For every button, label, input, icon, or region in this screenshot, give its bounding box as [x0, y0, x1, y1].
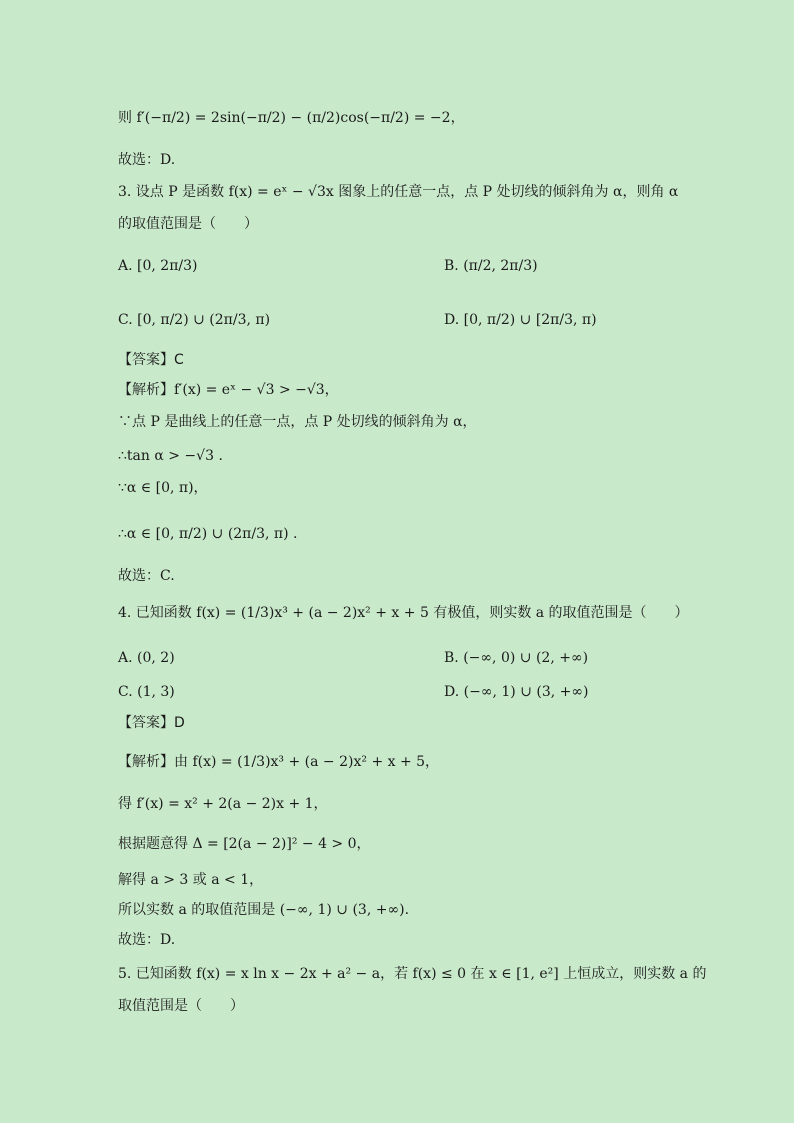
q4-analysis-1: 【解析】由 f(x) = (1/3)x³ + (a − 2)x² + x + 5，	[118, 754, 440, 770]
q4-answer: 【答案】D	[118, 715, 185, 731]
q4-option-b: B. (−∞, 0) ∪ (2, +∞)	[444, 650, 589, 666]
q4-analysis-2: 得 f′(x) = x² + 2(a − 2)x + 1，	[118, 796, 328, 812]
q3-option-c: C. [0, π/2) ∪ (2π/3, π)	[118, 312, 271, 328]
answer-choice-line: 故选：D.	[118, 152, 176, 168]
q3-option-b: B. (π/2, 2π/3)	[444, 258, 538, 274]
q3-option-a: A. [0, 2π/3)	[118, 258, 198, 274]
question-3-stem-cont: 的取值范围是（ ）	[118, 216, 258, 232]
question-3-stem: 3. 设点 P 是函数 f(x) = eˣ − √3x 图象上的任意一点，点 P 处切线的倾斜角为 α，则角 α	[118, 184, 679, 200]
solution-line-derivative-value: 则 f′(−π/2) = 2sin(−π/2) − (π/2)cos(−π/2) = −2，	[118, 110, 465, 126]
q4-option-a: A. (0, 2)	[118, 650, 175, 666]
q3-analysis-5: ∴α ∈ [0, π/2) ∪ (2π/3, π) .	[118, 526, 298, 542]
q4-analysis-3: 根据题意得 Δ = [2(a − 2)]² − 4 > 0，	[118, 836, 371, 852]
q4-analysis-4: 解得 a > 3 或 a < 1，	[118, 872, 264, 888]
q4-analysis-5: 所以实数 a 的取值范围是 (−∞, 1) ∪ (3, +∞).	[118, 902, 410, 918]
q4-option-c: C. (1, 3)	[118, 684, 175, 700]
q3-answer: 【答案】C	[118, 352, 184, 368]
q3-analysis-2: ∵点 P 是曲线上的任意一点，点 P 处切线的倾斜角为 α，	[118, 414, 477, 430]
q3-analysis-1: 【解析】f′(x) = eˣ − √3 > −√3，	[118, 382, 339, 398]
question-5-stem-cont: 取值范围是（ ）	[118, 998, 244, 1014]
q4-option-d: D. (−∞, 1) ∪ (3, +∞)	[444, 684, 589, 700]
q3-analysis-3: ∴tan α > −√3 .	[118, 448, 223, 464]
q3-answer-choice: 故选：C.	[118, 568, 175, 584]
q3-option-d: D. [0, π/2) ∪ [2π/3, π)	[444, 312, 597, 328]
q4-answer-choice: 故选：D.	[118, 932, 176, 948]
q3-analysis-4: ∵α ∈ [0, π)，	[118, 480, 208, 496]
question-5-stem: 5. 已知函数 f(x) = x ln x − 2x + a² − a，若 f(x) ≤ 0 在 x ∈ [1, e²] 上恒成立，则实数 a 的	[118, 966, 707, 982]
question-4-stem: 4. 已知函数 f(x) = (1/3)x³ + (a − 2)x² + x + 5 有极值，则实数 a 的取值范围是（ ）	[118, 605, 689, 621]
